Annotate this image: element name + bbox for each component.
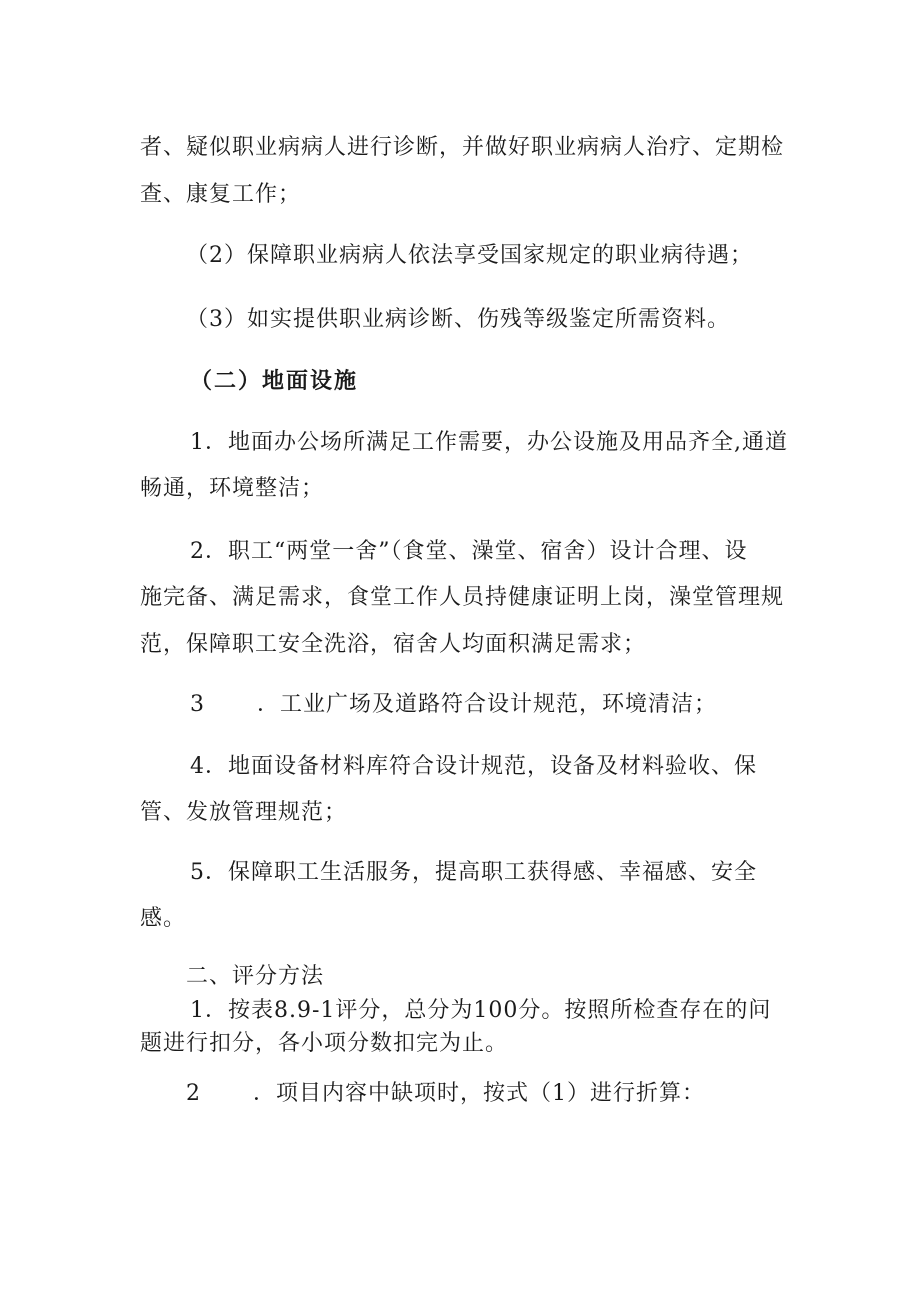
scoring-item-2 bbox=[186, 1079, 705, 1109]
facility-item-2-line: 施完备、满足需求，食堂工作人员持健康证明上岗，澡堂管理规 bbox=[140, 585, 785, 610]
facility-item-2-line: 范，保障职工安全洗浴，宿舍人均面积满足需求； bbox=[140, 632, 647, 657]
section-heading-ground-facilities: （二）地面设施 bbox=[190, 368, 359, 394]
facility-item-5-line: 5．保障职工生活服务，提高职工获得感、幸福感、安全 bbox=[190, 860, 757, 885]
paragraph-line: 查、康复工作； bbox=[140, 182, 302, 207]
scoring-item-1-line: 题进行扣分，各小项分数扣完为止。 bbox=[140, 1031, 509, 1056]
facility-item-1-line: 畅通，环境整洁； bbox=[140, 476, 325, 501]
item-number: 2 bbox=[186, 1081, 201, 1106]
facility-item-1-line: 1．地面办公场所满足工作需要，办公设施及用品齐全,通道 bbox=[190, 430, 788, 455]
scoring-item-1-line: 1．按表8.9-1评分，总分为100分。按照所检查存在的问 bbox=[190, 998, 772, 1023]
item-number: 3 bbox=[190, 692, 205, 717]
item-text: ．工业广场及道路符合设计规范，环境清洁； bbox=[257, 692, 718, 717]
section-heading-scoring-method: 二、评分方法 bbox=[186, 964, 325, 989]
list-item-2: （2）保障职业病病人依法享受国家规定的职业病待遇； bbox=[186, 243, 753, 268]
facility-item-4-line: 管、发放管理规范； bbox=[140, 800, 348, 825]
list-item-3: （3）如实提供职业病诊断、伤残等级鉴定所需资料。 bbox=[186, 307, 730, 332]
facility-item-3 bbox=[190, 690, 717, 720]
item-text: ．项目内容中缺项时，按式（1）进行折算： bbox=[253, 1081, 705, 1106]
facility-item-2-line: 2．职工“两堂一舍”（食堂、澡堂、宿舍）设计合理、设 bbox=[190, 539, 748, 564]
facility-item-4-line: 4．地面设备材料库符合设计规范，设备及材料验收、保 bbox=[190, 754, 757, 779]
facility-item-5-line: 感。 bbox=[140, 906, 187, 931]
paragraph-line: 者、疑似职业病病人进行诊断，并做好职业病病人治疗、定期检 bbox=[140, 135, 785, 160]
